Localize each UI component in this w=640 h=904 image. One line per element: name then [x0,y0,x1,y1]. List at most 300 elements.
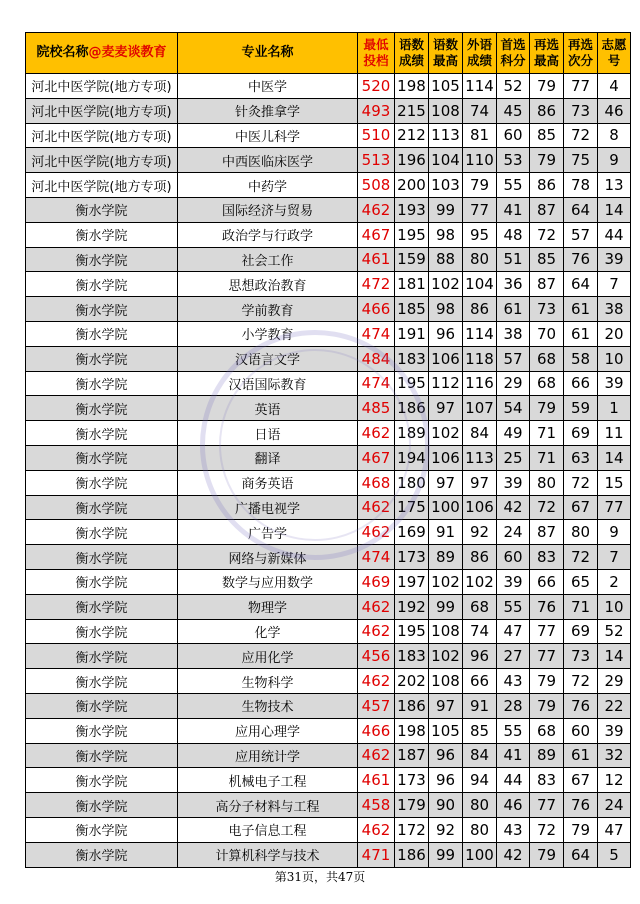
school-cell: 衡水学院 [26,842,178,867]
first-choice-score-cell: 46 [497,793,530,818]
admission-score-table [25,32,631,868]
choice-number-cell: 12 [598,768,631,793]
foreign-language-cell: 86 [463,297,497,322]
chinese-math-max-cell: 96 [429,768,463,793]
table-row [26,718,631,743]
min-score-cell: 467 [358,445,395,470]
choice-number-cell: 52 [598,619,631,644]
table-row [26,495,631,520]
table-row [26,371,631,396]
foreign-language-cell: 80 [463,793,497,818]
table-row [26,421,631,446]
min-score-cell: 462 [358,421,395,446]
table-row [26,396,631,421]
reselect-max-cell: 87 [530,197,564,222]
school-cell: 衡水学院 [26,470,178,495]
min-score-cell: 469 [358,569,395,594]
school-cell: 衡水学院 [26,693,178,718]
foreign-language-cell: 84 [463,421,497,446]
chinese-math-score-cell: 181 [395,272,429,297]
first-choice-score-cell: 39 [497,569,530,594]
min-score-cell: 456 [358,644,395,669]
chinese-math-max-cell: 102 [429,644,463,669]
min-score-cell: 472 [358,272,395,297]
foreign-language-cell: 81 [463,123,497,148]
reselect-max-cell: 86 [530,173,564,198]
table-row [26,297,631,322]
reselect-second-cell: 64 [564,272,598,297]
major-cell: 英语 [178,396,358,421]
table-row [26,768,631,793]
table-row [26,693,631,718]
table-row [26,669,631,694]
chinese-math-score-cell: 185 [395,297,429,322]
chinese-math-score-cell: 186 [395,842,429,867]
chinese-math-score-cell: 195 [395,619,429,644]
chinese-math-score-cell: 195 [395,222,429,247]
table-row [26,74,631,99]
foreign-language-cell: 77 [463,197,497,222]
major-cell: 网络与新媒体 [178,545,358,570]
min-score-cell: 457 [358,693,395,718]
reselect-max-cell: 72 [530,222,564,247]
first-choice-score-cell: 36 [497,272,530,297]
school-cell: 衡水学院 [26,346,178,371]
min-score-cell: 461 [358,768,395,793]
choice-number-cell: 10 [598,346,631,371]
min-score-cell: 461 [358,247,395,272]
chinese-math-max-cell: 90 [429,793,463,818]
choice-number-cell: 13 [598,173,631,198]
major-cell: 翻译 [178,445,358,470]
reselect-second-cell: 61 [564,297,598,322]
reselect-second-cell: 79 [564,817,598,842]
chinese-math-max-cell: 99 [429,594,463,619]
choice-number-cell: 1 [598,396,631,421]
foreign-language-cell: 91 [463,693,497,718]
choice-number-cell: 2 [598,569,631,594]
first-choice-score-cell: 55 [497,173,530,198]
table-row [26,793,631,818]
header-reselect-second: 再选 次分 [564,33,598,74]
choice-number-cell: 39 [598,718,631,743]
school-cell: 衡水学院 [26,371,178,396]
major-cell: 汉语言文学 [178,346,358,371]
header-watermark-handle: @麦麦谈教育 [88,45,167,60]
choice-number-cell: 9 [598,520,631,545]
reselect-second-cell: 65 [564,569,598,594]
header-major: 专业名称 [178,33,358,74]
min-score-cell: 462 [358,495,395,520]
reselect-second-cell: 78 [564,173,598,198]
foreign-language-cell: 113 [463,445,497,470]
school-cell: 河北中医学院(地方专项) [26,98,178,123]
chinese-math-max-cell: 104 [429,148,463,173]
reselect-max-cell: 77 [530,644,564,669]
reselect-second-cell: 67 [564,495,598,520]
header-foreign-language: 外语 成绩 [463,33,497,74]
min-score-cell: 484 [358,346,395,371]
major-cell: 小学教育 [178,321,358,346]
header-school [26,33,178,74]
first-choice-score-cell: 43 [497,669,530,694]
chinese-math-max-cell: 97 [429,470,463,495]
chinese-math-max-cell: 96 [429,321,463,346]
chinese-math-max-cell: 92 [429,817,463,842]
reselect-max-cell: 79 [530,148,564,173]
min-score-cell: 462 [358,817,395,842]
reselect-max-cell: 68 [530,371,564,396]
reselect-second-cell: 69 [564,619,598,644]
chinese-math-max-cell: 97 [429,693,463,718]
chinese-math-score-cell: 175 [395,495,429,520]
major-cell: 机械电子工程 [178,768,358,793]
chinese-math-max-cell: 105 [429,74,463,99]
chinese-math-score-cell: 202 [395,669,429,694]
first-choice-score-cell: 39 [497,470,530,495]
chinese-math-score-cell: 215 [395,98,429,123]
school-cell: 衡水学院 [26,520,178,545]
header-school-label: 院校名称 [36,45,89,60]
reselect-max-cell: 86 [530,98,564,123]
foreign-language-cell: 94 [463,768,497,793]
foreign-language-cell: 107 [463,396,497,421]
foreign-language-cell: 80 [463,817,497,842]
major-cell: 物理学 [178,594,358,619]
choice-number-cell: 44 [598,222,631,247]
min-score-cell: 462 [358,743,395,768]
major-cell: 思想政治教育 [178,272,358,297]
chinese-math-max-cell: 96 [429,743,463,768]
foreign-language-cell: 85 [463,718,497,743]
reselect-max-cell: 80 [530,470,564,495]
school-cell: 衡水学院 [26,817,178,842]
first-choice-score-cell: 38 [497,321,530,346]
chinese-math-max-cell: 91 [429,520,463,545]
chinese-math-max-cell: 88 [429,247,463,272]
reselect-max-cell: 77 [530,619,564,644]
choice-number-cell: 24 [598,793,631,818]
foreign-language-cell: 116 [463,371,497,396]
foreign-language-cell: 79 [463,173,497,198]
reselect-second-cell: 77 [564,74,598,99]
table-row [26,222,631,247]
chinese-math-score-cell: 180 [395,470,429,495]
major-cell: 政治学与行政学 [178,222,358,247]
table-row [26,98,631,123]
min-score-cell: 458 [358,793,395,818]
reselect-second-cell: 75 [564,148,598,173]
reselect-max-cell: 89 [530,743,564,768]
major-cell: 计算机科学与技术 [178,842,358,867]
reselect-second-cell: 69 [564,421,598,446]
foreign-language-cell: 95 [463,222,497,247]
chinese-math-score-cell: 196 [395,148,429,173]
foreign-language-cell: 80 [463,247,497,272]
min-score-cell: 474 [358,545,395,570]
choice-number-cell: 20 [598,321,631,346]
chinese-math-max-cell: 108 [429,619,463,644]
first-choice-score-cell: 49 [497,421,530,446]
chinese-math-score-cell: 193 [395,197,429,222]
major-cell: 学前教育 [178,297,358,322]
reselect-second-cell: 76 [564,793,598,818]
first-choice-score-cell: 29 [497,371,530,396]
first-choice-score-cell: 27 [497,644,530,669]
chinese-math-score-cell: 179 [395,793,429,818]
chinese-math-max-cell: 108 [429,669,463,694]
reselect-max-cell: 79 [530,396,564,421]
first-choice-score-cell: 48 [497,222,530,247]
header-min-score: 最低 投档 [358,33,395,74]
chinese-math-score-cell: 186 [395,693,429,718]
reselect-max-cell: 83 [530,545,564,570]
major-cell: 商务英语 [178,470,358,495]
school-cell: 河北中医学院(地方专项) [26,74,178,99]
foreign-language-cell: 74 [463,98,497,123]
reselect-max-cell: 79 [530,693,564,718]
major-cell: 应用统计学 [178,743,358,768]
foreign-language-cell: 92 [463,520,497,545]
reselect-second-cell: 63 [564,445,598,470]
reselect-second-cell: 73 [564,98,598,123]
reselect-second-cell: 72 [564,123,598,148]
major-cell: 社会工作 [178,247,358,272]
choice-number-cell: 77 [598,495,631,520]
school-cell: 衡水学院 [26,421,178,446]
min-score-cell: 466 [358,718,395,743]
min-score-cell: 493 [358,98,395,123]
header-chinese-math-max: 语数 最高 [429,33,463,74]
chinese-math-score-cell: 187 [395,743,429,768]
table-row [26,123,631,148]
table-row [26,173,631,198]
reselect-second-cell: 61 [564,321,598,346]
first-choice-score-cell: 28 [497,693,530,718]
school-cell: 衡水学院 [26,594,178,619]
first-choice-score-cell: 45 [497,98,530,123]
chinese-math-score-cell: 198 [395,74,429,99]
school-cell: 衡水学院 [26,247,178,272]
header-chinese-math-score: 语数 成绩 [395,33,429,74]
reselect-second-cell: 80 [564,520,598,545]
chinese-math-max-cell: 102 [429,569,463,594]
table-row [26,445,631,470]
school-cell: 衡水学院 [26,321,178,346]
major-cell: 化学 [178,619,358,644]
chinese-math-score-cell: 159 [395,247,429,272]
header-reselect-max: 再选 最高 [530,33,564,74]
min-score-cell: 471 [358,842,395,867]
chinese-math-max-cell: 97 [429,396,463,421]
school-cell: 衡水学院 [26,743,178,768]
reselect-max-cell: 79 [530,74,564,99]
foreign-language-cell: 106 [463,495,497,520]
first-choice-score-cell: 60 [497,123,530,148]
table-row [26,346,631,371]
first-choice-score-cell: 60 [497,545,530,570]
chinese-math-score-cell: 189 [395,421,429,446]
choice-number-cell: 22 [598,693,631,718]
foreign-language-cell: 97 [463,470,497,495]
chinese-math-score-cell: 172 [395,817,429,842]
chinese-math-max-cell: 113 [429,123,463,148]
min-score-cell: 468 [358,470,395,495]
major-cell: 汉语国际教育 [178,371,358,396]
choice-number-cell: 32 [598,743,631,768]
major-cell: 中药学 [178,173,358,198]
table-row [26,321,631,346]
page-footer: 第31页，共47页 [274,870,366,884]
choice-number-cell: 9 [598,148,631,173]
min-score-cell: 508 [358,173,395,198]
choice-number-cell: 47 [598,817,631,842]
major-cell: 广告学 [178,520,358,545]
reselect-second-cell: 72 [564,470,598,495]
header-first-choice-score: 首选 科分 [497,33,530,74]
reselect-max-cell: 87 [530,520,564,545]
foreign-language-cell: 110 [463,148,497,173]
chinese-math-score-cell: 195 [395,371,429,396]
chinese-math-max-cell: 108 [429,98,463,123]
reselect-max-cell: 70 [530,321,564,346]
chinese-math-max-cell: 102 [429,421,463,446]
choice-number-cell: 14 [598,445,631,470]
reselect-max-cell: 71 [530,421,564,446]
table-row [26,520,631,545]
reselect-max-cell: 87 [530,272,564,297]
min-score-cell: 520 [358,74,395,99]
first-choice-score-cell: 47 [497,619,530,644]
reselect-second-cell: 71 [564,594,598,619]
reselect-max-cell: 66 [530,569,564,594]
choice-number-cell: 11 [598,421,631,446]
major-cell: 生物科学 [178,669,358,694]
first-choice-score-cell: 54 [497,396,530,421]
reselect-max-cell: 85 [530,247,564,272]
min-score-cell: 466 [358,297,395,322]
first-choice-score-cell: 25 [497,445,530,470]
reselect-max-cell: 83 [530,768,564,793]
chinese-math-max-cell: 103 [429,173,463,198]
school-cell: 河北中医学院(地方专项) [26,148,178,173]
reselect-second-cell: 72 [564,545,598,570]
reselect-second-cell: 67 [564,768,598,793]
min-score-cell: 467 [358,222,395,247]
chinese-math-max-cell: 106 [429,445,463,470]
table-row [26,743,631,768]
reselect-max-cell: 77 [530,793,564,818]
chinese-math-score-cell: 198 [395,718,429,743]
major-cell: 应用化学 [178,644,358,669]
reselect-max-cell: 72 [530,817,564,842]
min-score-cell: 462 [358,197,395,222]
first-choice-score-cell: 61 [497,297,530,322]
table-row [26,644,631,669]
chinese-math-max-cell: 112 [429,371,463,396]
chinese-math-max-cell: 102 [429,272,463,297]
chinese-math-score-cell: 173 [395,545,429,570]
choice-number-cell: 39 [598,371,631,396]
table-row [26,594,631,619]
chinese-math-score-cell: 200 [395,173,429,198]
school-cell: 衡水学院 [26,222,178,247]
reselect-max-cell: 68 [530,718,564,743]
reselect-max-cell: 79 [530,669,564,694]
table-row [26,197,631,222]
min-score-cell: 462 [358,619,395,644]
reselect-second-cell: 59 [564,396,598,421]
school-cell: 衡水学院 [26,297,178,322]
major-cell: 生物技术 [178,693,358,718]
school-cell: 衡水学院 [26,718,178,743]
table-row [26,247,631,272]
table-row [26,817,631,842]
table-row [26,148,631,173]
first-choice-score-cell: 55 [497,594,530,619]
reselect-second-cell: 66 [564,371,598,396]
min-score-cell: 462 [358,669,395,694]
choice-number-cell: 39 [598,247,631,272]
choice-number-cell: 10 [598,594,631,619]
min-score-cell: 513 [358,148,395,173]
reselect-second-cell: 57 [564,222,598,247]
school-cell: 衡水学院 [26,272,178,297]
school-cell: 衡水学院 [26,396,178,421]
choice-number-cell: 5 [598,842,631,867]
foreign-language-cell: 104 [463,272,497,297]
min-score-cell: 474 [358,321,395,346]
first-choice-score-cell: 43 [497,817,530,842]
foreign-language-cell: 118 [463,346,497,371]
chinese-math-score-cell: 212 [395,123,429,148]
chinese-math-max-cell: 106 [429,346,463,371]
table-row [26,569,631,594]
choice-number-cell: 29 [598,669,631,694]
choice-number-cell: 7 [598,272,631,297]
chinese-math-score-cell: 186 [395,396,429,421]
reselect-max-cell: 76 [530,594,564,619]
foreign-language-cell: 86 [463,545,497,570]
school-cell: 衡水学院 [26,495,178,520]
reselect-second-cell: 76 [564,693,598,718]
min-score-cell: 462 [358,520,395,545]
reselect-max-cell: 79 [530,842,564,867]
chinese-math-score-cell: 197 [395,569,429,594]
reselect-second-cell: 72 [564,669,598,694]
min-score-cell: 474 [358,371,395,396]
reselect-second-cell: 64 [564,842,598,867]
major-cell: 电子信息工程 [178,817,358,842]
foreign-language-cell: 68 [463,594,497,619]
foreign-language-cell: 100 [463,842,497,867]
reselect-second-cell: 73 [564,644,598,669]
chinese-math-max-cell: 99 [429,842,463,867]
chinese-math-score-cell: 183 [395,644,429,669]
foreign-language-cell: 66 [463,669,497,694]
school-cell: 衡水学院 [26,793,178,818]
first-choice-score-cell: 55 [497,718,530,743]
foreign-language-cell: 74 [463,619,497,644]
chinese-math-score-cell: 192 [395,594,429,619]
reselect-max-cell: 71 [530,445,564,470]
table-row [26,619,631,644]
major-cell: 数学与应用数学 [178,569,358,594]
school-cell: 衡水学院 [26,768,178,793]
first-choice-score-cell: 24 [497,520,530,545]
major-cell: 中西医临床医学 [178,148,358,173]
table-row [26,272,631,297]
